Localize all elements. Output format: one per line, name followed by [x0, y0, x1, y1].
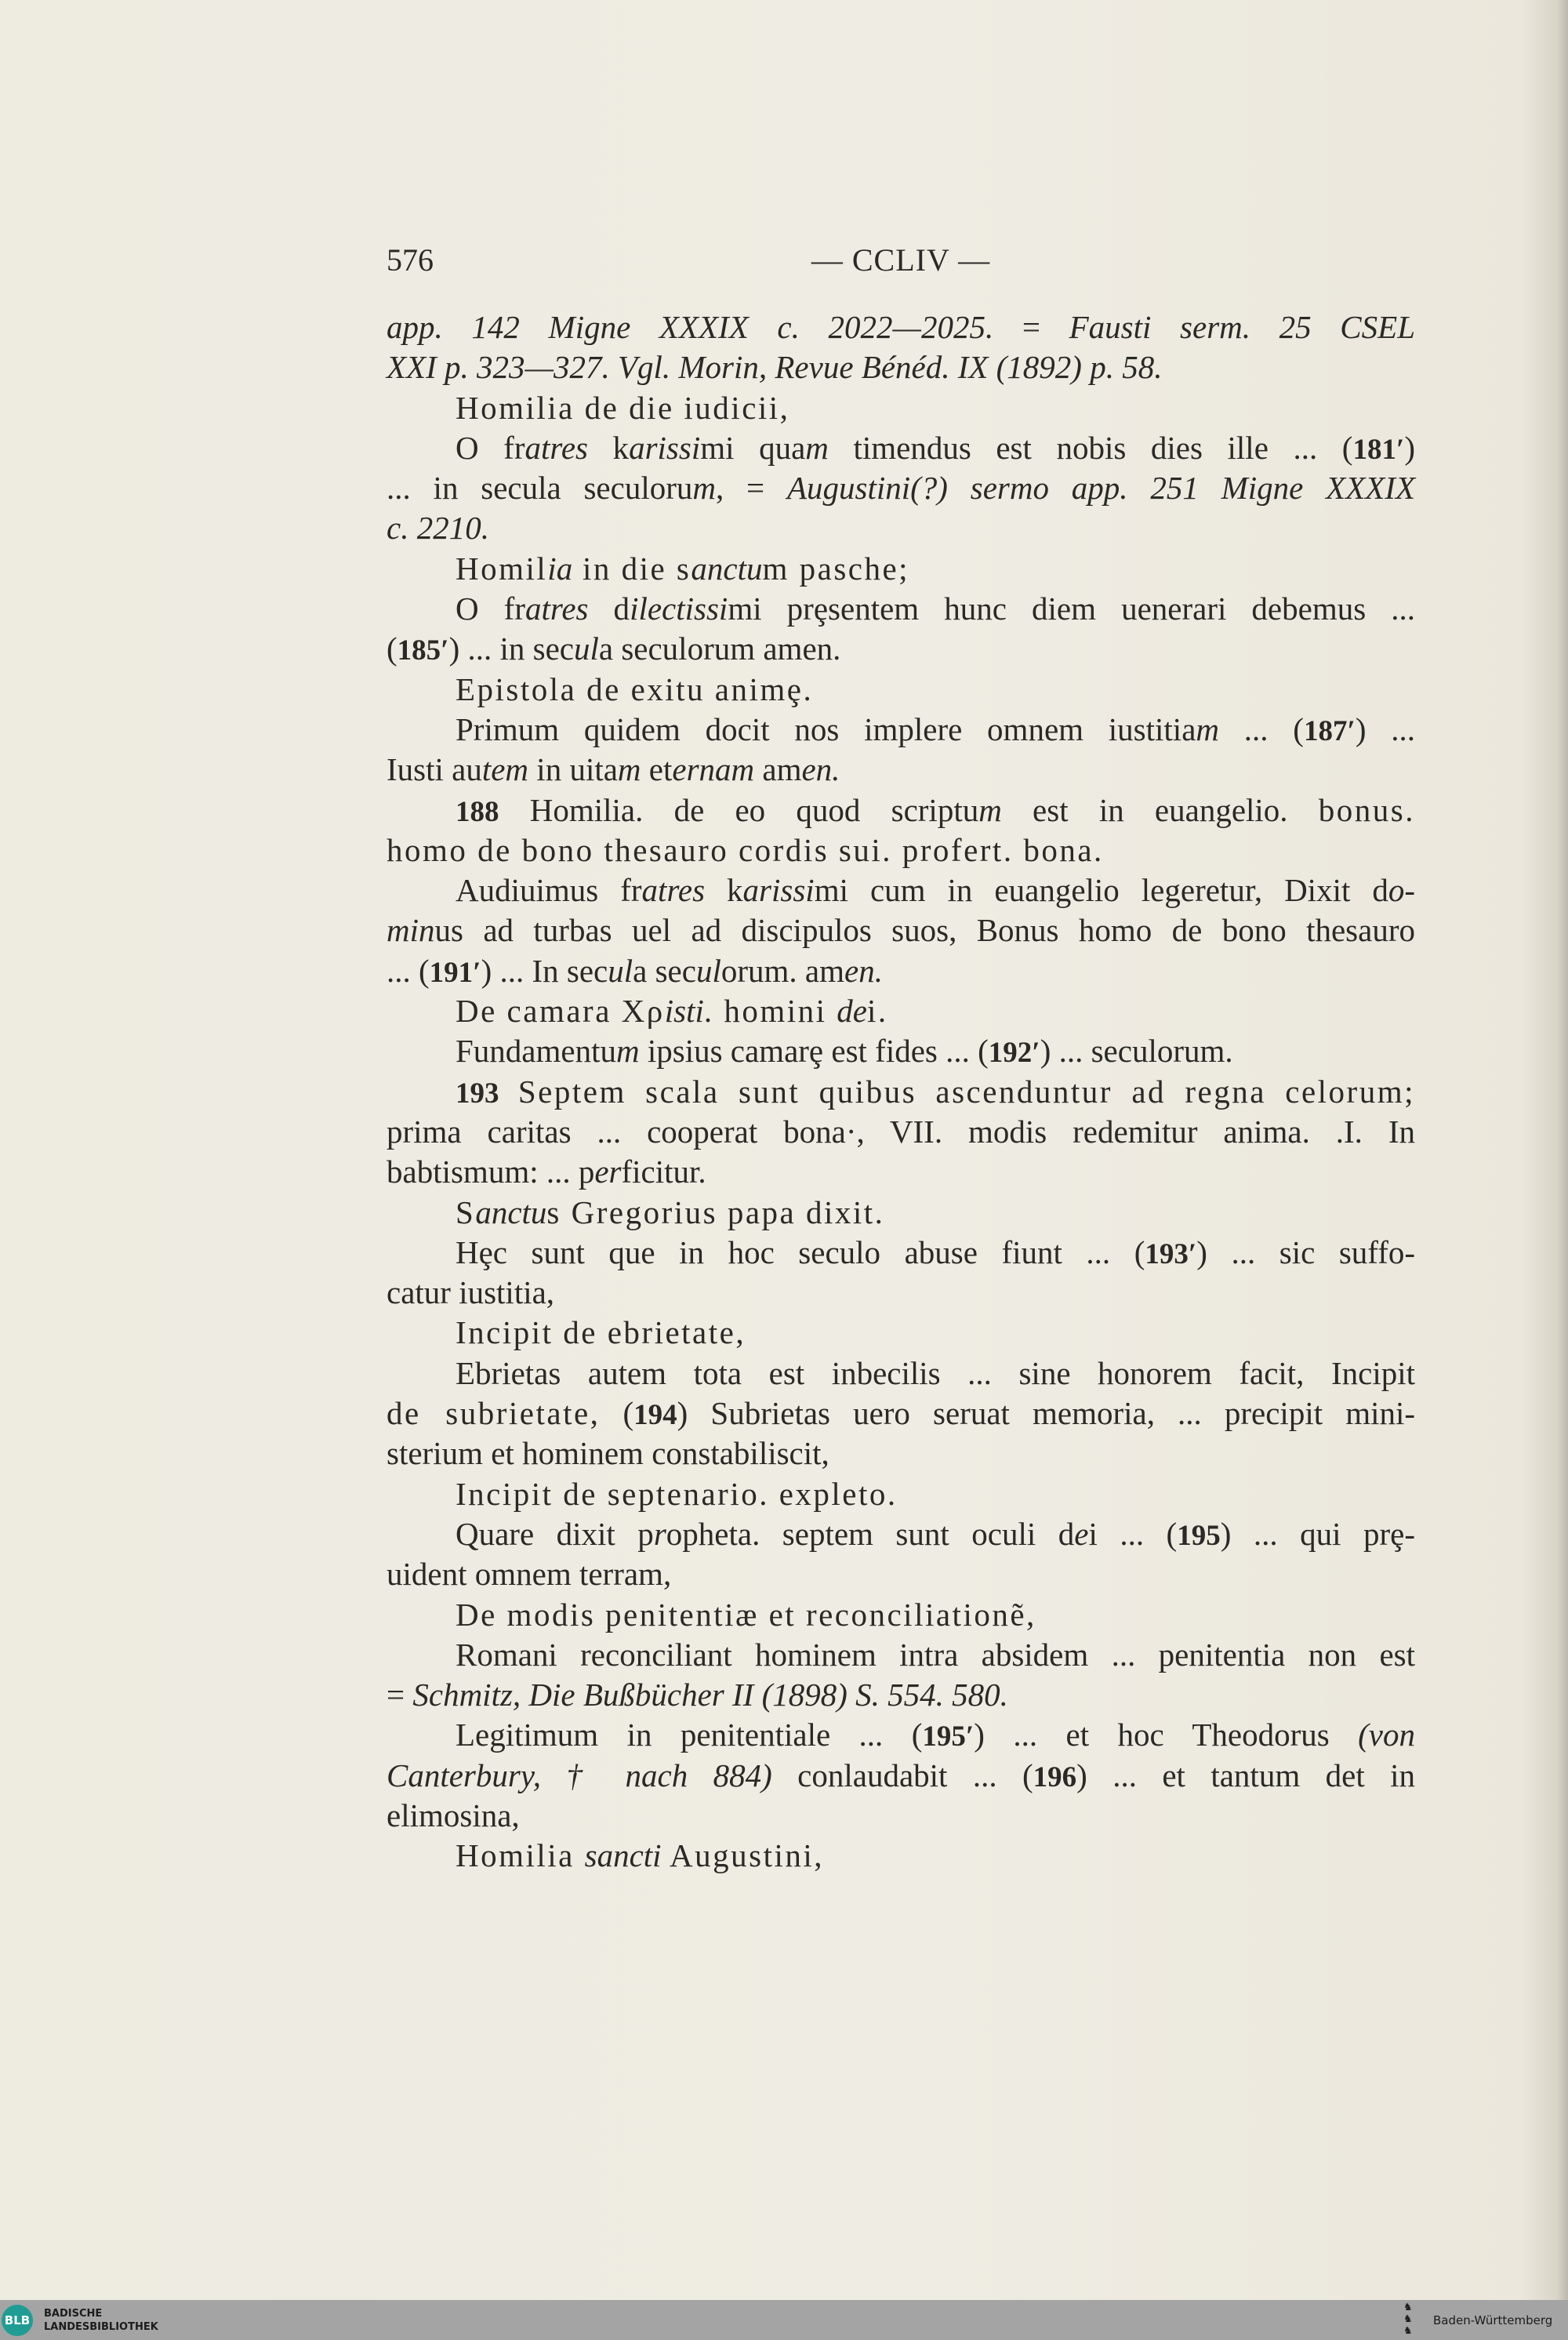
- text-segment: et: [641, 751, 673, 788]
- text-line: [387, 1433, 1415, 1473]
- text-segment: ) ... sic suffo-: [1196, 1234, 1416, 1270]
- text-segment: mi qua: [700, 429, 806, 466]
- text-segment: ul: [573, 630, 599, 667]
- text-line: [387, 589, 1415, 629]
- library-name: [44, 2307, 158, 2334]
- text-segment: Canterbury, † nach 884): [387, 1757, 772, 1793]
- text-segment: bonus.: [1318, 791, 1415, 828]
- text-segment: r: [653, 1515, 666, 1552]
- text-line: [387, 1796, 1415, 1836]
- text-segment: ) ... in sec: [448, 630, 574, 667]
- text-segment: s Gregorius papa dixit.: [546, 1194, 885, 1230]
- text-line: [387, 1152, 1415, 1192]
- text-line: [387, 830, 1415, 870]
- text-line: [387, 1273, 1415, 1313]
- text-segment: 195′: [922, 1720, 975, 1753]
- text-segment: 192′: [988, 1037, 1040, 1070]
- text-segment: conlaudabit ... (: [771, 1757, 1033, 1793]
- text-line: [387, 1031, 1415, 1071]
- text-line: [387, 1193, 1415, 1233]
- text-segment: ) ...: [1355, 710, 1416, 747]
- text-line: [387, 951, 1415, 991]
- text-segment: uident omnem terram,: [387, 1556, 672, 1593]
- text-line: [387, 1112, 1415, 1152]
- text-segment: atres: [524, 429, 588, 466]
- text-segment: i ... (: [1088, 1515, 1178, 1552]
- text-segment: 187′: [1303, 714, 1356, 747]
- text-segment: c. 2210.: [387, 510, 489, 547]
- text-segment: ... in secula seculoru: [387, 470, 693, 507]
- text-segment: Legitimum in penitentiale ... (: [456, 1717, 923, 1753]
- text-line: [387, 1836, 1415, 1876]
- text-line: [387, 388, 1415, 428]
- text-segment: catur iustitia,: [387, 1274, 555, 1311]
- text-segment: . homini: [703, 993, 837, 1030]
- text-segment: Romani reconciliant hominem intra absidem ... penitentia non est: [456, 1636, 1415, 1673]
- text-segment: arissi: [629, 429, 701, 466]
- text-segment: 181′: [1352, 433, 1405, 466]
- text-segment: d: [588, 590, 630, 627]
- text-line: [387, 629, 1415, 669]
- text-segment: De camara Xρ: [456, 993, 665, 1030]
- running-head: [387, 242, 1415, 281]
- text-segment: a sec: [633, 952, 696, 989]
- text-segment: XXI p. 323—327. Vgl. Morin, Revue Bénéd. IX (1892) p. 58.: [387, 349, 1163, 386]
- text-line: [387, 670, 1415, 710]
- text-segment: er: [594, 1154, 622, 1190]
- text-segment: 185′: [397, 634, 449, 667]
- body-text: [387, 307, 1415, 1877]
- text-line: [387, 1353, 1415, 1393]
- text-segment: o-: [1388, 872, 1416, 909]
- text-segment: Incipit de septenario. expleto.: [456, 1475, 898, 1512]
- text-segment: tem: [481, 751, 529, 788]
- text-segment: ... (: [387, 952, 430, 989]
- text-line: [387, 347, 1415, 387]
- text-segment: a seculorum amen.: [598, 630, 841, 667]
- text-segment: Quare dixit p: [456, 1515, 654, 1552]
- text-segment: Iusti au: [387, 751, 482, 788]
- text-segment: ... (: [1219, 710, 1304, 747]
- text-segment: anctu: [475, 1194, 547, 1230]
- text-segment: m pasche;: [762, 550, 910, 587]
- text-segment: en.: [844, 952, 883, 989]
- text-segment: in uita: [528, 751, 618, 788]
- blb-logo-text: BLB: [4, 2313, 31, 2327]
- library-name-line1: BADISCHE: [44, 2308, 103, 2320]
- text-segment: ) ... et hoc Theodorus: [974, 1717, 1359, 1753]
- text-segment: en.: [801, 751, 840, 788]
- footer-bar: [0, 2300, 1568, 2340]
- text-segment: 195: [1177, 1519, 1221, 1552]
- text-segment: orum. am: [720, 952, 844, 989]
- text-segment: k: [705, 872, 743, 909]
- text-segment: opheta. septem sunt oculi d: [666, 1515, 1075, 1552]
- text-segment: ) ... et tantum det in: [1076, 1757, 1416, 1793]
- text-segment: app. 142 Migne XXXIX c. 2022—2025.: [387, 309, 994, 345]
- text-segment: de subrietate,: [387, 1395, 601, 1432]
- text-segment: m: [617, 751, 641, 788]
- text-segment: sancti: [584, 1837, 662, 1874]
- text-segment: Augustini,: [661, 1837, 825, 1874]
- section-title: — CCLIV —: [811, 242, 991, 278]
- text-segment: =: [993, 309, 1069, 345]
- text-line: [387, 428, 1415, 468]
- text-segment: 193: [456, 1077, 499, 1110]
- text-line: [387, 870, 1415, 910]
- text-segment: elimosina,: [387, 1797, 520, 1833]
- text-segment: babtismum: ... p: [387, 1154, 595, 1190]
- text-segment: isti: [664, 993, 704, 1030]
- text-segment: S: [456, 1194, 476, 1230]
- text-line: [387, 1514, 1415, 1554]
- text-segment: ) ... seculorum.: [1040, 1033, 1233, 1070]
- text-segment: 196: [1033, 1760, 1077, 1793]
- state-name: Baden-Württemberg: [1433, 2313, 1553, 2327]
- text-line: [387, 1756, 1415, 1796]
- text-segment: m: [615, 1033, 640, 1070]
- text-segment: ipsius camarȩ est fides ... (: [639, 1033, 989, 1070]
- text-segment: ul: [695, 952, 721, 989]
- text-line: [387, 1715, 1415, 1755]
- text-segment: ): [1404, 429, 1416, 466]
- text-segment: am: [754, 751, 802, 788]
- text-line: [387, 1554, 1415, 1594]
- text-segment: Epistola de exitu animȩ.: [456, 670, 814, 707]
- page-number: 576: [387, 242, 434, 278]
- text-line: [387, 1474, 1415, 1514]
- text-segment: ul: [608, 952, 633, 989]
- text-segment: O fr: [456, 429, 525, 466]
- text-segment: Fundamentu: [456, 1033, 616, 1070]
- text-segment: ilectissi: [630, 590, 728, 627]
- text-segment: (: [387, 630, 397, 667]
- text-segment: sterium et hominem constabiliscit,: [387, 1435, 829, 1472]
- text-segment: min: [387, 912, 435, 949]
- text-segment: mi cum in euangelio legeretur, Dixit d: [814, 872, 1388, 909]
- baden-wuerttemberg-lions-icon: ♞ ♞ ♞: [1403, 2302, 1413, 2337]
- text-segment: (: [600, 1395, 634, 1432]
- text-segment: 194: [633, 1399, 677, 1432]
- text-segment: Septem scala sunt quibus ascenduntur ad regna celorum;: [499, 1073, 1415, 1110]
- text-line: [387, 307, 1415, 347]
- text-segment: atres: [525, 590, 589, 627]
- text-segment: , =: [716, 470, 787, 507]
- text-segment: Augustini(?) sermo app. 251 Migne XXXIX: [786, 470, 1416, 507]
- text-segment: Ebrietas autem tota est inbecilis ... sine honorem facit, Incipit: [456, 1354, 1415, 1391]
- text-segment: m: [978, 791, 1002, 828]
- text-segment: ) ... In sec: [481, 952, 608, 989]
- text-segment: 191′: [429, 956, 481, 989]
- text-segment: Schmitz, Die Bußbücher II (1898) S. 554. 580.: [412, 1677, 1008, 1713]
- text-segment: ) ... qui prȩ-: [1220, 1515, 1415, 1552]
- text-segment: =: [387, 1677, 413, 1713]
- text-segment: Homilia. de eo quod scriptu: [499, 791, 979, 828]
- text-segment: prima caritas ... cooperat bona·, VII. modis redemitur anima. .I. In: [387, 1113, 1415, 1150]
- text-segment: 193′: [1145, 1237, 1197, 1270]
- text-line: [387, 710, 1415, 750]
- library-name-line2: LANDESBIBLIOTHEK: [44, 2321, 158, 2333]
- text-segment: anctu: [691, 550, 763, 587]
- text-segment: Fausti serm. 25 CSEL: [1069, 309, 1415, 345]
- text-segment: mi prȩsentem hunc diem uenerari debemus ...: [728, 590, 1416, 627]
- text-line: [387, 991, 1415, 1031]
- text-segment: i.: [867, 993, 888, 1030]
- text-segment: Hȩc sunt que in hoc seculo abuse fiunt ... (: [456, 1234, 1145, 1270]
- text-segment: in die s: [572, 550, 691, 587]
- text-line: [387, 1635, 1415, 1675]
- text-segment: Homilia de die iudicii,: [456, 389, 790, 426]
- text-segment: k: [587, 429, 630, 466]
- text-segment: Incipit de ebrietate,: [456, 1314, 746, 1351]
- text-segment: ficitur.: [621, 1154, 706, 1190]
- text-segment: timendus est nobis dies ille ... (: [828, 429, 1353, 466]
- blb-logo[interactable]: [2, 2305, 33, 2336]
- text-line: [387, 790, 1415, 830]
- text-line: [387, 750, 1415, 790]
- text-segment: est in euangelio.: [1001, 791, 1319, 828]
- text-segment: De modis penitentiæ et reconciliationẽ,: [456, 1596, 1036, 1633]
- text-line: [387, 1595, 1415, 1635]
- text-segment: ia: [547, 550, 573, 587]
- text-line: [387, 910, 1415, 950]
- text-segment: Primum quidem docit nos implere omnem iustitia: [456, 710, 1196, 747]
- text-segment: O fr: [456, 590, 525, 627]
- text-line: [387, 1233, 1415, 1273]
- text-segment: 188: [456, 795, 499, 828]
- text-line: [387, 1393, 1415, 1433]
- text-line: [387, 1072, 1415, 1112]
- text-segment: arissi: [742, 872, 815, 909]
- text-segment: (von: [1358, 1717, 1415, 1753]
- text-line: [387, 1313, 1415, 1353]
- text-segment: homo de bono thesauro cordis sui. profert. bona.: [387, 831, 1104, 868]
- text-segment: ) Subrietas uero seruat memoria, ... precipit mini-: [677, 1395, 1416, 1432]
- text-segment: m: [692, 470, 716, 507]
- text-line: [387, 468, 1415, 508]
- text-segment: atres: [641, 872, 706, 909]
- text-segment: m: [805, 429, 829, 466]
- text-segment: Homil: [456, 550, 548, 587]
- text-segment: de: [837, 993, 867, 1030]
- text-segment: ernam: [672, 751, 755, 788]
- text-segment: Audiuimus fr: [456, 872, 642, 909]
- text-line: [387, 1675, 1415, 1715]
- text-line: [387, 549, 1415, 589]
- text-segment: e: [1074, 1515, 1089, 1552]
- text-line: [387, 508, 1415, 548]
- text-segment: Homilia: [456, 1837, 585, 1874]
- text-segment: us ad turbas uel ad discipulos suos, Bonus homo de bono thesauro: [434, 912, 1415, 949]
- text-segment: m: [1196, 710, 1220, 747]
